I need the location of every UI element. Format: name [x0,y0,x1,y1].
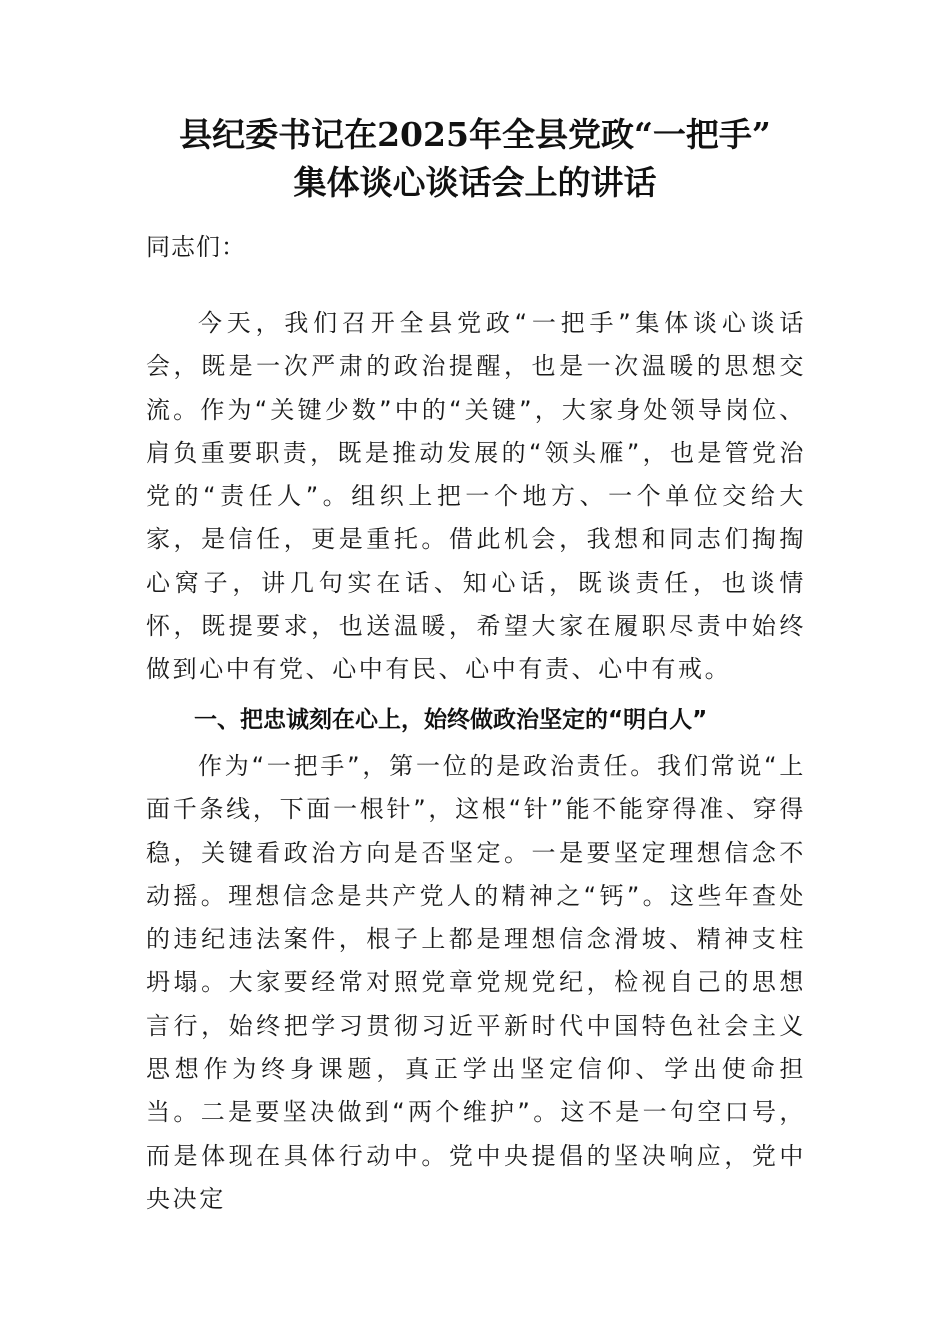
document-title-line-2: 集体谈心谈话会上的讲话 [293,163,657,202]
section-heading-1: 一、把忠诚刻在心上，始终做政治坚定的“明白人” [194,707,708,733]
salutation: 同志们： [146,233,246,261]
paragraph-section-1: 作为“一把手”，第一位的是政治责任。我们常说“上面千条线，下面一根针”，这根“针”能不能穿得准、穿得稳，关键看政治方向是否坚定。一是要坚定理想信念不动摇。理想信念是共产党人的精神之“钙”。这些年查处的违纪违法案件，根子上都是理想信念滑坡、精神支柱坍塌。大家要经常对照党章党规党纪，检视自己的思想言行，始终把学习贯彻习近平新时代中国特色社会主义思想作为终身课题，真正学出坚定信仰、学出使命担当。二是要坚决做到“两个维护”。这不是一句空口号，而是体现在具体行动中。党中央提倡的坚决响应，党中央决定 [146,752,806,1213]
paragraph-intro: 今天，我们召开全县党政“一把手”集体谈心谈话会，既是一次严肃的政治提醒，也是一次温暖的思想交流。作为“关键少数”中的“关键”，大家身处领导岗位、肩负重要职责，既是推动发展的“领头雁”，也是管党治党的“责任人”。组织上把一个地方、一个单位交给大家，是信任，更是重托。借此机会，我想和同志们掏掏心窝子，讲几句实在话、知心话，既谈责任，也谈情怀，既提要求，也送温暖，希望大家在履职尽责中始终做到心中有党、心中有民、心中有责、心中有戒。 [146,309,806,684]
document-title-line-1: 县纪委书记在2025年全县党政“一把手” [179,115,771,154]
